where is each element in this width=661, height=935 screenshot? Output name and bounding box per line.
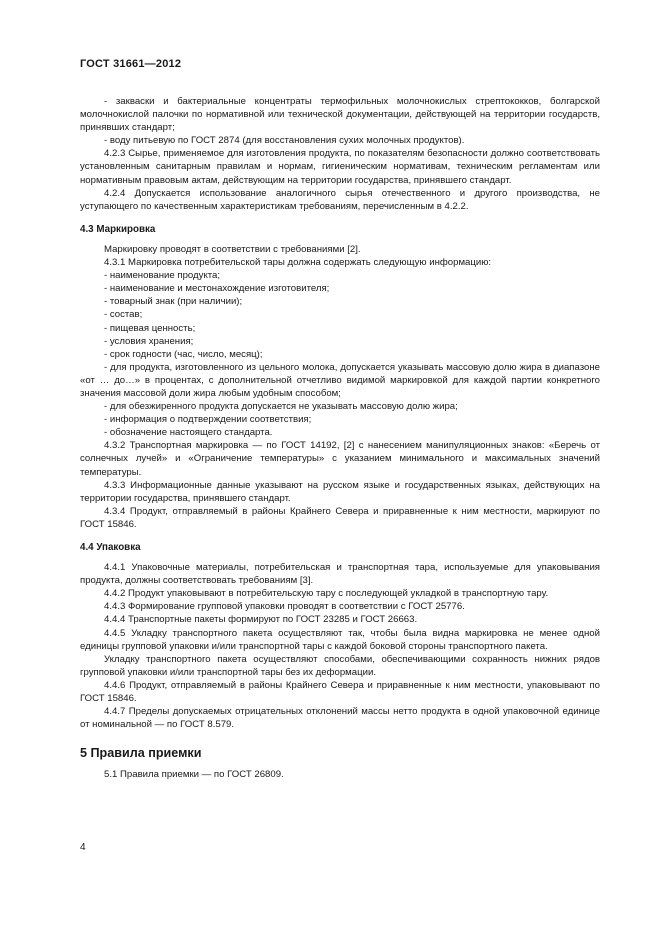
paragraph: 4.4.3 Формирование групповой упаковки проводят в соответствии с ГОСТ 25776.: [104, 601, 465, 613]
paragraph: 4.4.4 Транспортные пакеты формируют по ГОСТ 23285 и ГОСТ 26663.: [104, 614, 418, 626]
section-heading-4-3: 4.3 Маркировка: [80, 223, 156, 235]
list-item: - срок годности (час, число, месяц);: [104, 348, 263, 360]
list-item: - для обезжиренного продукта допускается не указывать массовую долю жира;: [104, 401, 458, 413]
section-heading-4-4: 4.4 Упаковка: [80, 542, 141, 553]
list-item: - наименование и местонахождение изготовителя;: [104, 283, 330, 295]
paragraph: 4.2.3 Сырье, применяемое для изготовления продукта, по показателям безопасности должно соответствовать установленным санитарным правилам и нормам, гигиеническим нормативам, техническим регламентам или нормативным правовым актам, действующим на территории государства, принявшего стандарт.: [80, 148, 600, 186]
section-heading-5: 5 Правила приемки: [80, 746, 202, 761]
paragraph: Укладку транспортного пакета осуществляют способами, обеспечивающими сохранность нижних рядов групповой упаковки и/или транспортной тары без их деформации.: [80, 653, 600, 678]
paragraph: 5.1 Правила приемки — по ГОСТ 26809.: [104, 769, 284, 781]
paragraph: - для продукта, изготовленного из цельного молока, допускается указывать массовую долю жира в диапазоне «от … до…» в процентах, с дополнительной отчетливо видимой маркировкой для каждой партии конкретного значения массовой доли жира любым удобным способом;: [80, 361, 600, 399]
paragraph: - воду питьевую по ГОСТ 2874 (для восстановления сухих молочных продуктов).: [104, 135, 465, 147]
document-header: ГОСТ 31661—2012: [80, 58, 182, 70]
paragraph: 4.4.1 Упаковочные материалы, потребительская и транспортная тара, используемые для упаковывания продукта, должны соответствовать требованиям [3].: [80, 562, 600, 587]
paragraph: 4.3.4 Продукт, отправляемый в районы Крайнего Севера и приравненные к ним местности, маркируют по ГОСТ 15846.: [80, 505, 600, 530]
page-number: 4: [80, 842, 86, 853]
list-item: - состав;: [104, 309, 143, 321]
paragraph: 4.3.1 Маркировка потребительской тары должна содержать следующую информацию:: [104, 257, 492, 269]
paragraph: 4.4.7 Пределы допускаемых отрицательных отклонений массы нетто продукта в одной упаковочной единице от номинальной — по ГОСТ 8.579.: [80, 706, 600, 731]
paragraph: 4.2.4 Допускается использование аналогичного сырья отечественного и другого производства, не уступающего по качественным характеристикам требованиям, перечисленным в 4.2.2.: [80, 187, 600, 212]
paragraph: - закваски и бактериальные концентраты термофильных молочнокислых стрептококков, болгарской молочнокислой палочки по нормативной или технической документации, действующей на территории государств, принявших стандарт;: [80, 96, 600, 134]
list-item: - пищевая ценность;: [104, 322, 196, 334]
list-item: - товарный знак (при наличии);: [104, 296, 243, 308]
paragraph: 4.3.3 Информационные данные указывают на русском языке и государственных языках, действующих на территории государства, принявшего стандарт.: [80, 479, 600, 504]
list-item: - наименование продукта;: [104, 270, 221, 282]
list-item: - информация о подтверждении соответствия;: [104, 414, 312, 426]
paragraph: 4.4.6 Продукт, отправляемый в районы Крайнего Севера и приравненные к ним местности, упаковывают по ГОСТ 15846.: [80, 679, 600, 705]
page-body: [80, 95, 600, 782]
paragraph: 4.3.2 Транспортная маркировка — по ГОСТ 14192, [2] с нанесением манипуляционных знаков: «Беречь от солнечных лучей» и «Ограничение температуры» с указанием минимального и максимальных значений температуры.: [80, 440, 600, 478]
paragraph: Маркировку проводят в соответствии с требованиями [2].: [104, 243, 361, 255]
paragraph: 4.4.5 Укладку транспортного пакета осуществляют так, чтобы была видна маркировка не менее одной единицы групповой упаковки и/или транспортной тары с каждой боковой стороны транспортного пакета.: [80, 627, 600, 652]
list-item: - обозначение настоящего стандарта.: [104, 427, 273, 439]
list-item: - условия хранения;: [104, 335, 194, 347]
paragraph: 4.4.2 Продукт упаковывают в потребительскую тару с последующей укладкой в транспортную тару.: [104, 588, 549, 600]
